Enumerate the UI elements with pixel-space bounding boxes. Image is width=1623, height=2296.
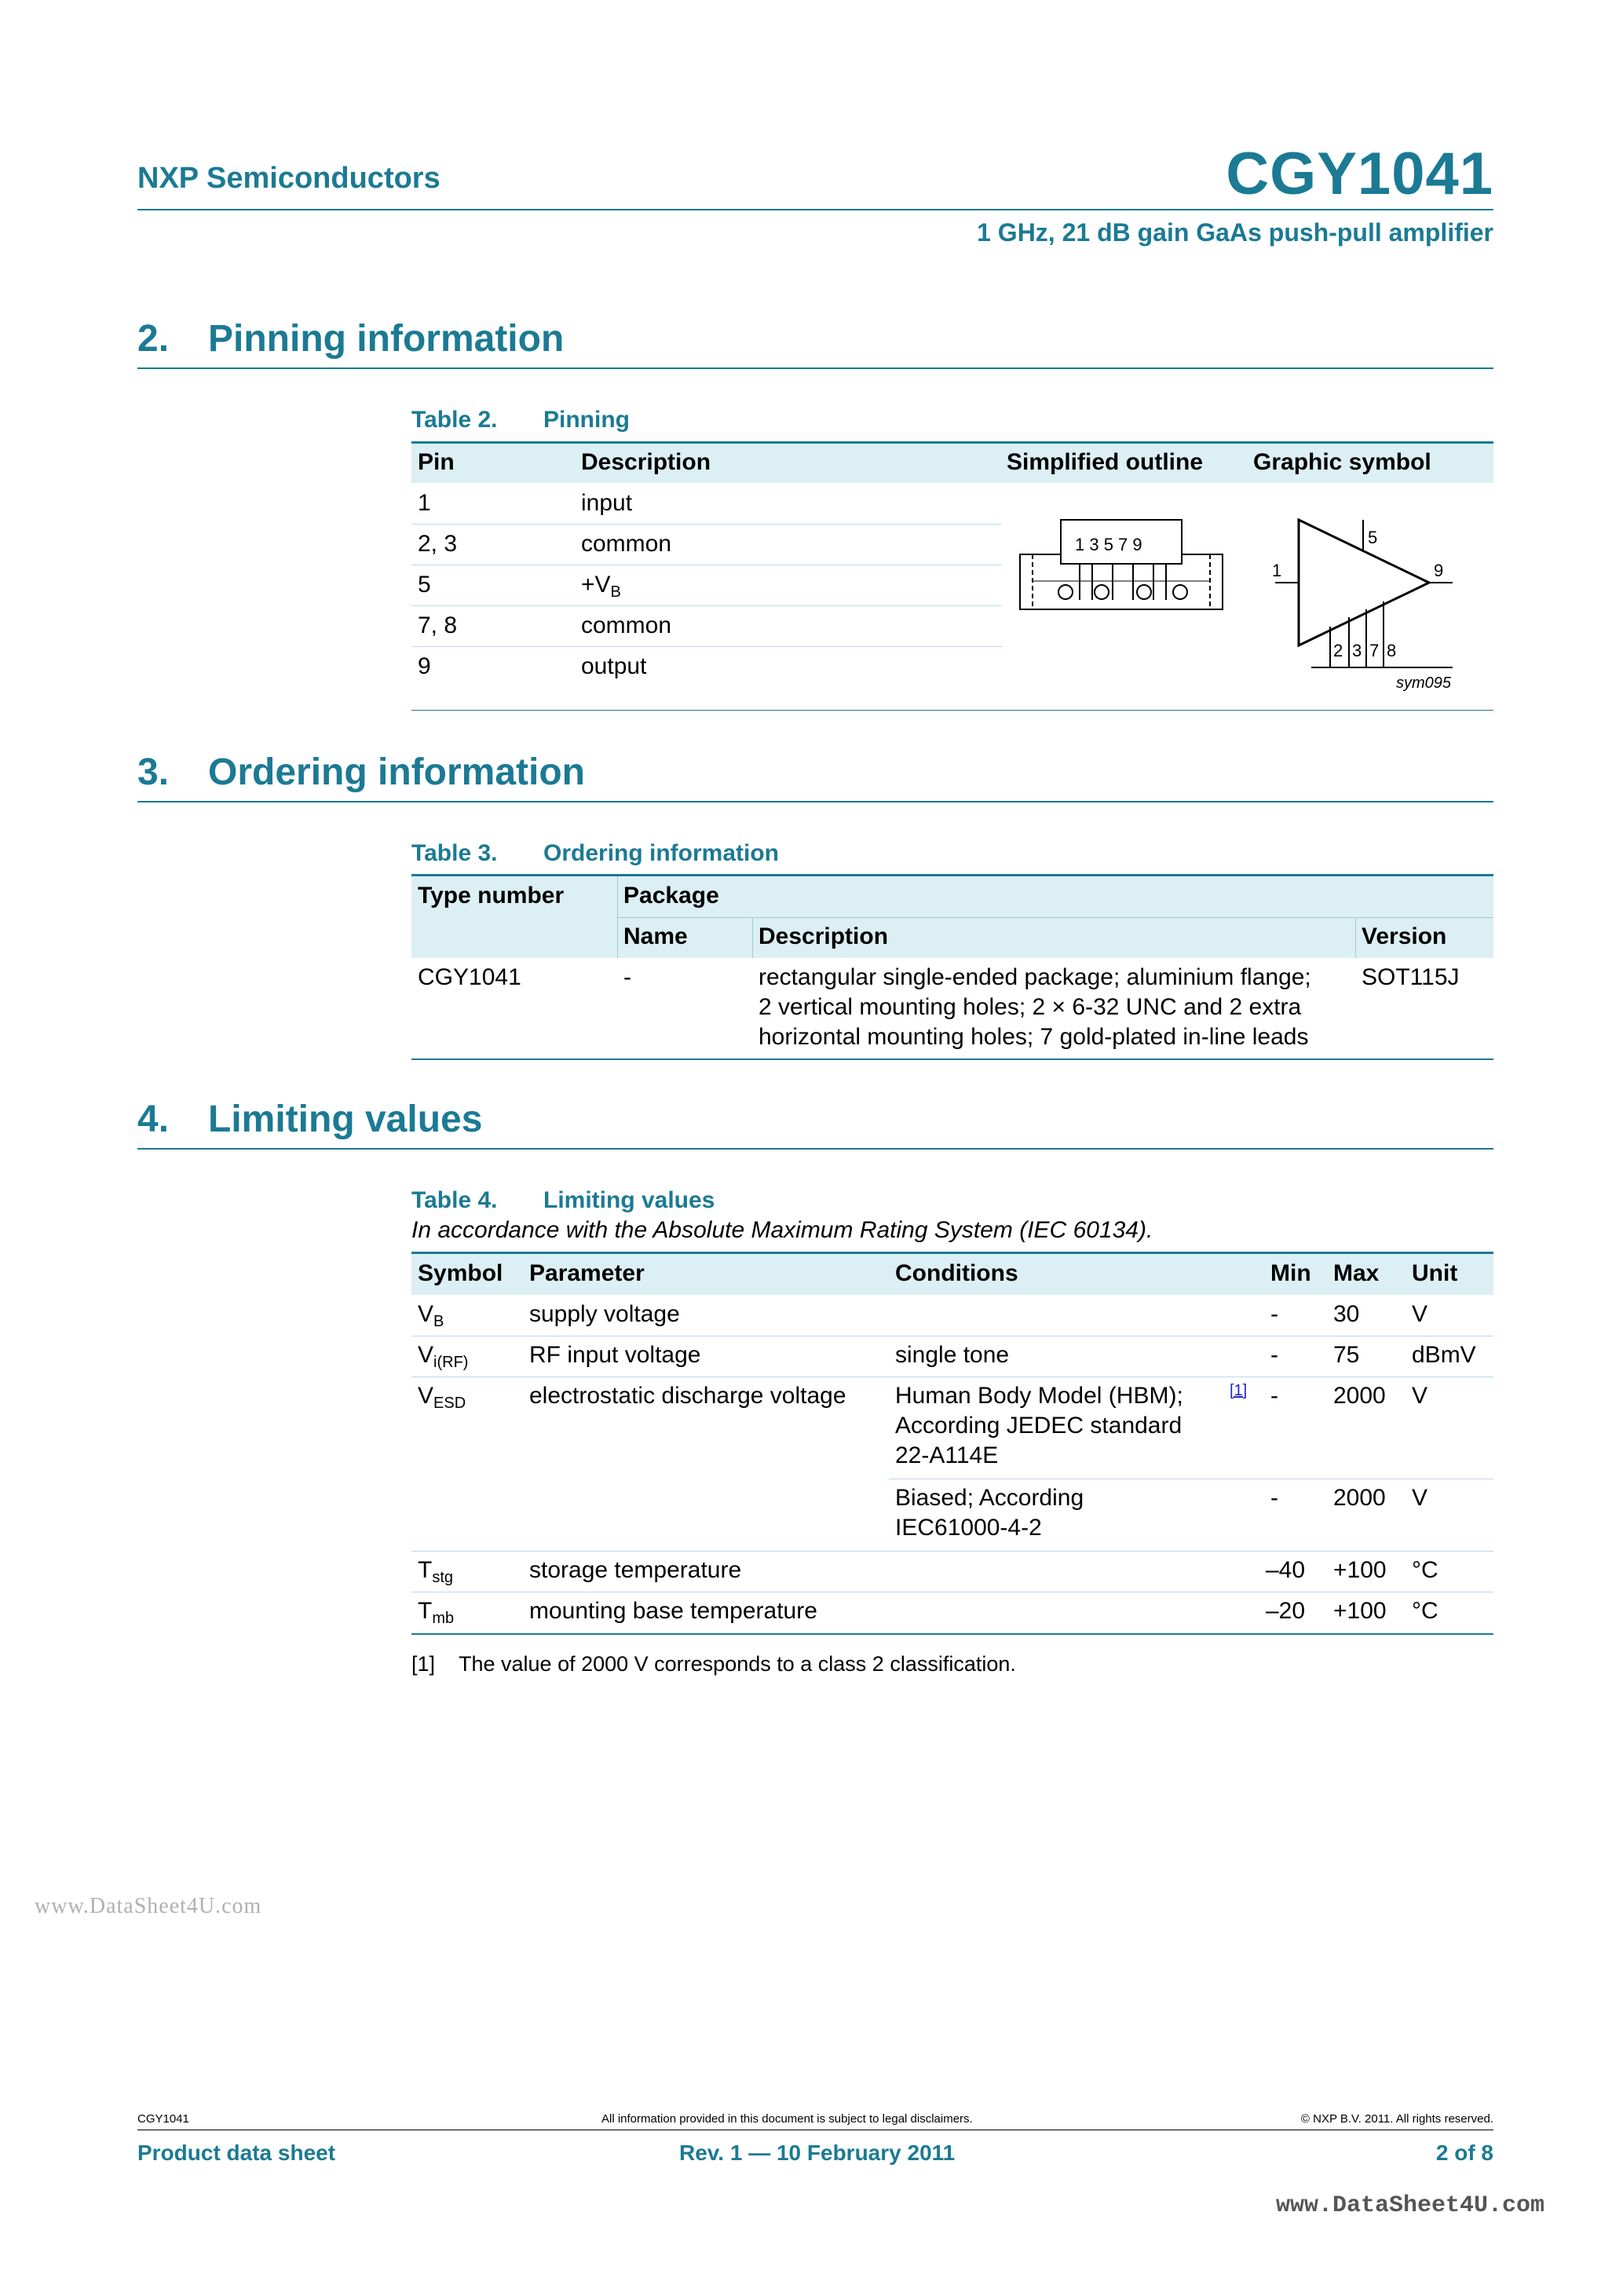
symbol-label-common: 8 <box>1387 641 1397 660</box>
symbol-cell: $V_B$ <box>418 1301 444 1330</box>
table-4-caption <box>411 1187 715 1214</box>
symbol-label-common: 3 <box>1352 641 1362 660</box>
section-2-heading <box>137 317 564 360</box>
max-cell: 2000 <box>1333 1383 1386 1409</box>
package-outline-drawing <box>1017 510 1229 620</box>
package-description-line: horizontal mounting holes; 7 gold-plated in-line leads <box>758 1024 1309 1050</box>
footer-disclaimer: All information provided in this document is subject to legal disclaimers. <box>601 2112 973 2126</box>
col-header-description: Description <box>758 923 889 949</box>
footer-doc-type: Product data sheet <box>137 2141 336 2165</box>
symbol-label-input: 1 <box>1272 561 1282 580</box>
table-title: Pinning <box>543 407 630 433</box>
symbol-label-supply: 5 <box>1368 528 1378 547</box>
col-header-max: Max <box>1333 1260 1380 1286</box>
symbol-cell: $T_{mb}$ <box>418 1598 455 1627</box>
col-header-symbol: Graphic symbol <box>1253 449 1431 475</box>
outline-pin-labels: 1 3 5 7 9 <box>1075 535 1142 554</box>
section-rule <box>137 1148 1493 1150</box>
footer-copyright: © NXP B.V. 2011. All rights reserved. <box>1300 2112 1493 2126</box>
type-number-cell: CGY1041 <box>418 964 521 990</box>
table-footnote <box>411 1652 1016 1676</box>
parameter-cell: mounting base temperature <box>529 1598 817 1624</box>
amplifier-symbol <box>1272 510 1492 699</box>
table-title: Limiting values <box>543 1187 715 1213</box>
parameter-cell: electrostatic discharge voltage <box>529 1383 846 1409</box>
col-header-name: Name <box>623 923 688 949</box>
col-header-unit: Unit <box>1412 1260 1458 1286</box>
pin-description: $+V_B$ <box>581 572 621 601</box>
col-header-min: Min <box>1270 1260 1311 1286</box>
col-header-pin: Pin <box>418 449 455 475</box>
package-description-line: 2 vertical mounting holes; 2 × 6-32 UNC and 2 extra <box>758 994 1302 1020</box>
pin-cell: 1 <box>418 490 431 516</box>
max-cell: 75 <box>1333 1342 1360 1368</box>
min-cell: –40 <box>1266 1557 1306 1583</box>
table-2-caption <box>411 407 630 433</box>
min-cell: - <box>1270 1485 1278 1511</box>
company-name: NXP Semiconductors <box>137 162 440 195</box>
section-3-heading <box>137 751 585 794</box>
table-number: Table 2. <box>411 407 498 433</box>
unit-cell: V <box>1412 1301 1428 1327</box>
pin-description: input <box>581 490 633 516</box>
symbol-label-output: 9 <box>1434 561 1444 580</box>
col-header-outline: Simplified outline <box>1007 449 1204 475</box>
min-cell: - <box>1270 1342 1278 1368</box>
part-number: CGY1041 <box>1226 141 1493 207</box>
col-header-symbol: Symbol <box>418 1260 503 1286</box>
col-header-type-number: Type number <box>418 883 565 909</box>
unit-cell: °C <box>1412 1598 1438 1624</box>
min-cell: - <box>1270 1383 1278 1409</box>
section-title: Pinning information <box>208 318 565 360</box>
pin-description: common <box>581 612 672 638</box>
footnote-text: The value of 2000 V corresponds to a class 2 classification. <box>459 1652 1016 1676</box>
header-rule <box>137 209 1493 210</box>
col-header-package: Package <box>623 883 719 909</box>
pin-cell: 2, 3 <box>418 531 458 557</box>
max-cell: +100 <box>1333 1557 1387 1583</box>
max-cell: +100 <box>1333 1598 1387 1624</box>
parameter-cell: storage temperature <box>529 1557 742 1583</box>
section-number: 2. <box>137 318 170 360</box>
max-cell: 30 <box>1333 1301 1360 1327</box>
max-cell: 2000 <box>1333 1485 1386 1511</box>
col-header-version: Version <box>1362 923 1447 949</box>
conditions-line: Human Body Model (HBM); <box>895 1383 1183 1409</box>
conditions-line: 22-A114E <box>895 1442 999 1468</box>
symbol-label-common: 7 <box>1369 641 1380 660</box>
conditions-line: IEC61000-4-2 <box>895 1515 1042 1541</box>
conditions-line: According JEDEC standard <box>895 1413 1183 1439</box>
symbol-code: sym095 <box>1396 675 1452 692</box>
package-description-line: rectangular single-ended package; aluminium flange; <box>758 964 1311 990</box>
section-rule <box>137 367 1493 369</box>
watermark-bottom: www.DataSheet4U.com <box>1275 2192 1544 2219</box>
table-3-caption <box>411 840 779 867</box>
package-version-cell: SOT115J <box>1362 964 1460 990</box>
pin-description: common <box>581 531 672 557</box>
conditions-cell: single tone <box>895 1342 1010 1368</box>
package-name-cell: - <box>623 964 631 990</box>
parameter-cell: supply voltage <box>529 1301 680 1327</box>
col-header-description: Description <box>581 449 711 475</box>
unit-cell: V <box>1412 1485 1428 1511</box>
col-header-parameter: Parameter <box>529 1260 645 1286</box>
unit-cell: V <box>1412 1383 1428 1409</box>
footnote-mark: [1] <box>411 1652 436 1676</box>
table-title: Ordering information <box>543 840 779 866</box>
unit-cell: dBmV <box>1412 1342 1476 1368</box>
footnote-reference-link[interactable]: [1] <box>1230 1382 1248 1399</box>
symbol-label-common: 2 <box>1333 641 1343 660</box>
min-cell: –20 <box>1266 1598 1306 1624</box>
symbol-cell: $V_{ESD}$ <box>418 1383 466 1412</box>
section-number: 4. <box>137 1099 170 1140</box>
footer-page-number: 2 of 8 <box>1435 2141 1493 2165</box>
table-number: Table 4. <box>411 1187 498 1213</box>
section-rule <box>137 801 1493 803</box>
section-title: Limiting values <box>208 1099 483 1140</box>
watermark: www.DataSheet4U.com <box>35 1894 262 1918</box>
section-4-heading <box>137 1098 482 1141</box>
table-note: In accordance with the Absolute Maximum Rating System (IEC 60134). <box>411 1217 1153 1243</box>
parameter-cell: RF input voltage <box>529 1342 701 1368</box>
col-header-conditions: Conditions <box>895 1260 1018 1286</box>
footer-doc-id: CGY1041 <box>137 2112 189 2126</box>
symbol-cell: $T_{stg}$ <box>418 1557 454 1586</box>
conditions-line: Biased; According <box>895 1485 1084 1511</box>
symbol-cell: $V_{i(RF)}$ <box>418 1342 469 1371</box>
table-number: Table 3. <box>411 840 498 866</box>
footer-revision: Rev. 1 — 10 February 2011 <box>679 2141 956 2165</box>
section-title: Ordering information <box>208 751 585 793</box>
document-subtitle: 1 GHz, 21 dB gain GaAs push-pull amplifier <box>977 218 1493 247</box>
pin-cell: 5 <box>418 572 431 598</box>
min-cell: - <box>1270 1301 1278 1327</box>
pin-description: output <box>581 653 647 679</box>
unit-cell: °C <box>1412 1557 1438 1583</box>
pin-cell: 9 <box>418 653 431 679</box>
pin-cell: 7, 8 <box>418 612 458 638</box>
section-number: 3. <box>137 751 170 793</box>
